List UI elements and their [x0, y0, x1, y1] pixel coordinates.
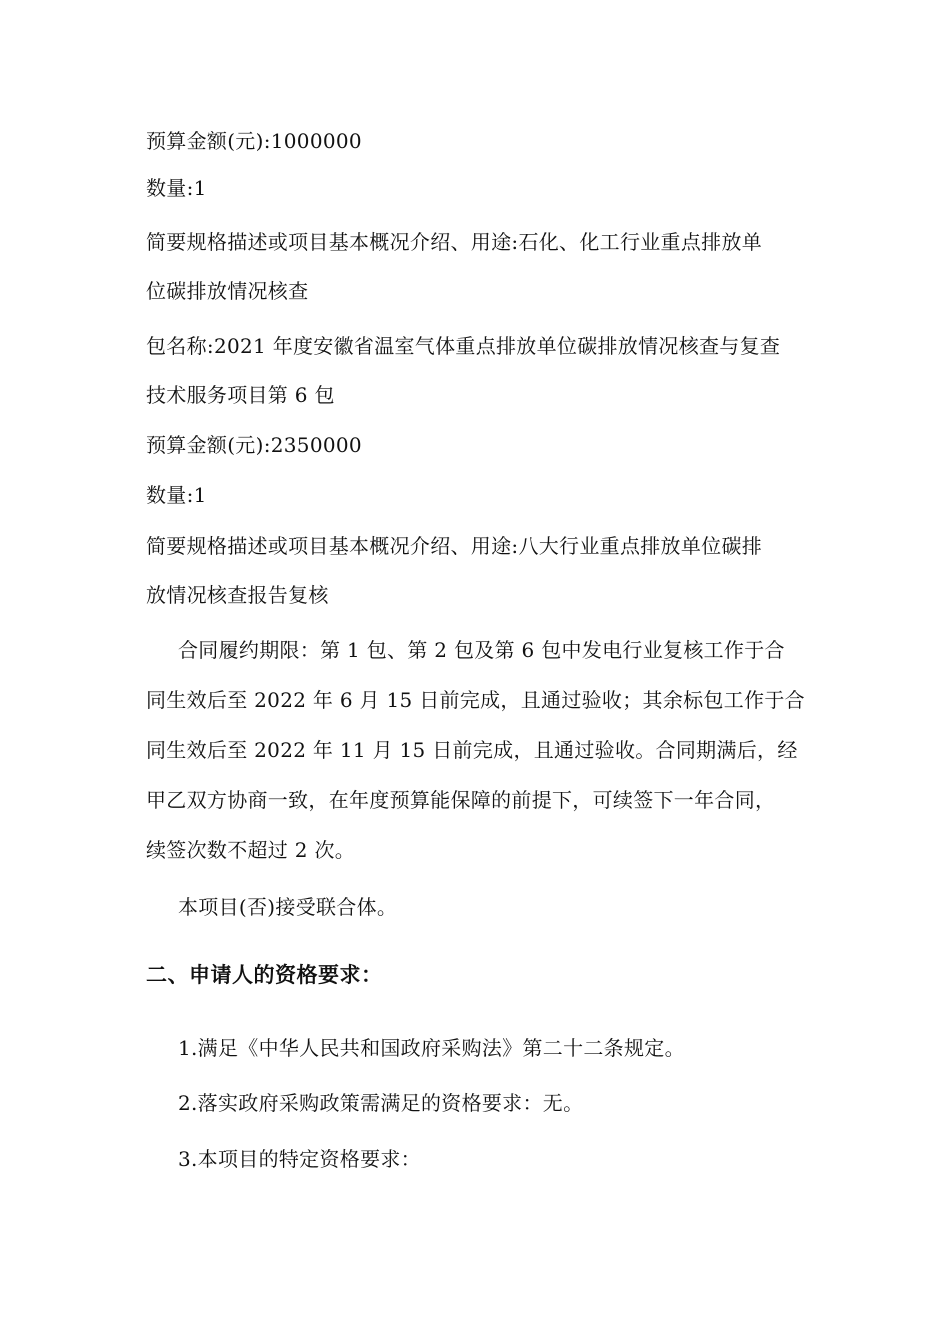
- contract-period-line: 同生效后至 2022 年 6 月 15 日前完成，且通过验收；其余标包工作于合: [146, 688, 805, 712]
- quantity-line: 数量:1: [146, 483, 207, 507]
- description-line: 简要规格描述或项目基本概况介绍、用途:八大行业重点排放单位碳排: [146, 534, 763, 558]
- section-heading-qualifications: 二、申请人的资格要求：: [146, 963, 383, 987]
- budget-amount-line: 预算金额(元):2350000: [146, 433, 362, 457]
- contract-period-line: 续签次数不超过 2 次。: [146, 838, 356, 862]
- contract-period-line: 甲乙双方协商一致，在年度预算能保障的前提下，可续签下一年合同，: [146, 788, 776, 812]
- contract-period-line: 合同履约期限：第 1 包、第 2 包及第 6 包中发电行业复核工作于合: [178, 638, 785, 662]
- qualification-item: 2.落实政府采购政策需满足的资格要求：无。: [178, 1091, 584, 1115]
- package-name-line: 包名称:2021 年度安徽省温室气体重点排放单位碳排放情况核查与复查: [146, 334, 781, 358]
- consortium-statement: 本项目(否)接受联合体。: [178, 895, 398, 919]
- budget-amount-line: 预算金额(元):1000000: [146, 129, 362, 153]
- contract-period-line: 同生效后至 2022 年 11 月 15 日前完成，且通过验收。合同期满后，经: [146, 738, 798, 762]
- description-line-cont: 位碳排放情况核查: [146, 279, 309, 303]
- description-line-cont: 放情况核查报告复核: [146, 583, 329, 607]
- qualification-item: 3.本项目的特定资格要求：: [178, 1147, 421, 1171]
- package-name-line-cont: 技术服务项目第 6 包: [146, 383, 335, 407]
- description-line: 简要规格描述或项目基本概况介绍、用途:石化、化工行业重点排放单: [146, 230, 763, 254]
- qualification-item: 1.满足《中华人民共和国政府采购法》第二十二条规定。: [178, 1036, 685, 1060]
- quantity-line: 数量:1: [146, 176, 207, 200]
